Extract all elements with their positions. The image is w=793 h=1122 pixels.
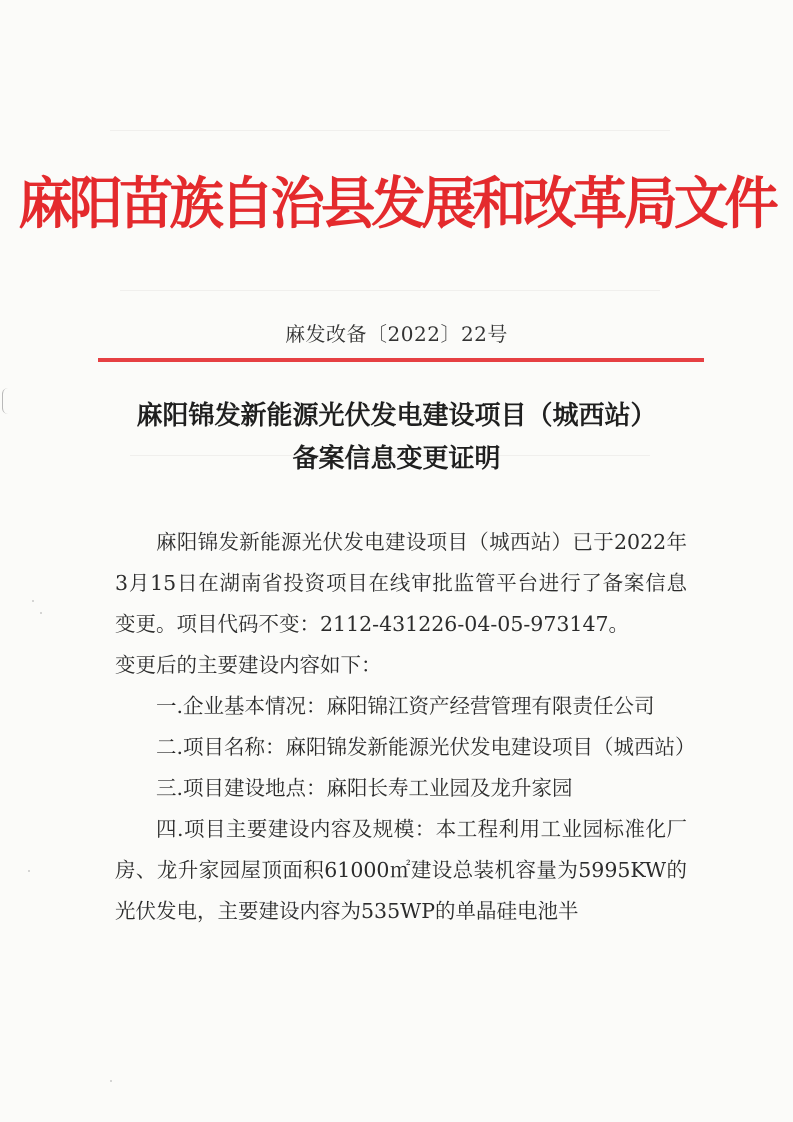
- scan-speck: [28, 870, 30, 872]
- item-project-name: 二.项目名称：麻阳锦发新能源光伏发电建设项目（城西站）: [156, 735, 696, 759]
- scan-speck: [40, 612, 42, 614]
- scan-speck: [32, 600, 34, 602]
- red-separator-line: [98, 358, 704, 362]
- item-construction-scope: 四.项目主要建设内容及规模：本工程利用工业园标准化厂房、龙升家园屋顶面积61000㎡建设总装机容量为5995KW的光伏发电，主要建设内容为535WP的单晶硅电池半: [115, 817, 687, 923]
- item-project-location: 三.项目建设地点：麻阳长寿工业园及龙升家园: [156, 776, 573, 800]
- intro-continuation: 变更后的主要建设内容如下：: [115, 653, 382, 677]
- notice-title-line-1: 麻阳锦发新能源光伏发电建设项目（城西站）: [136, 401, 657, 431]
- document-number: 麻发改备〔2022〕22号: [285, 322, 508, 346]
- item-enterprise-info: 一.企业基本情况：麻阳锦江资产经营管理有限责任公司: [156, 694, 655, 718]
- notice-title-line-2: 备案信息变更证明: [292, 444, 501, 474]
- scan-speck: [110, 1080, 112, 1082]
- bleed-through-line: [120, 290, 660, 291]
- document-body: [115, 522, 696, 932]
- intro-paragraph: 麻阳锦发新能源光伏发电建设项目（城西站）已于2022年3月15日在湖南省投资项目在线审批监管平台进行了备案信息变更。项目代码不变：2112-431226-04-05-973147。: [115, 530, 687, 636]
- bleed-through-line: [110, 130, 670, 131]
- issuing-authority-title: 麻阳苗族自治县发展和改革局文件: [18, 171, 775, 237]
